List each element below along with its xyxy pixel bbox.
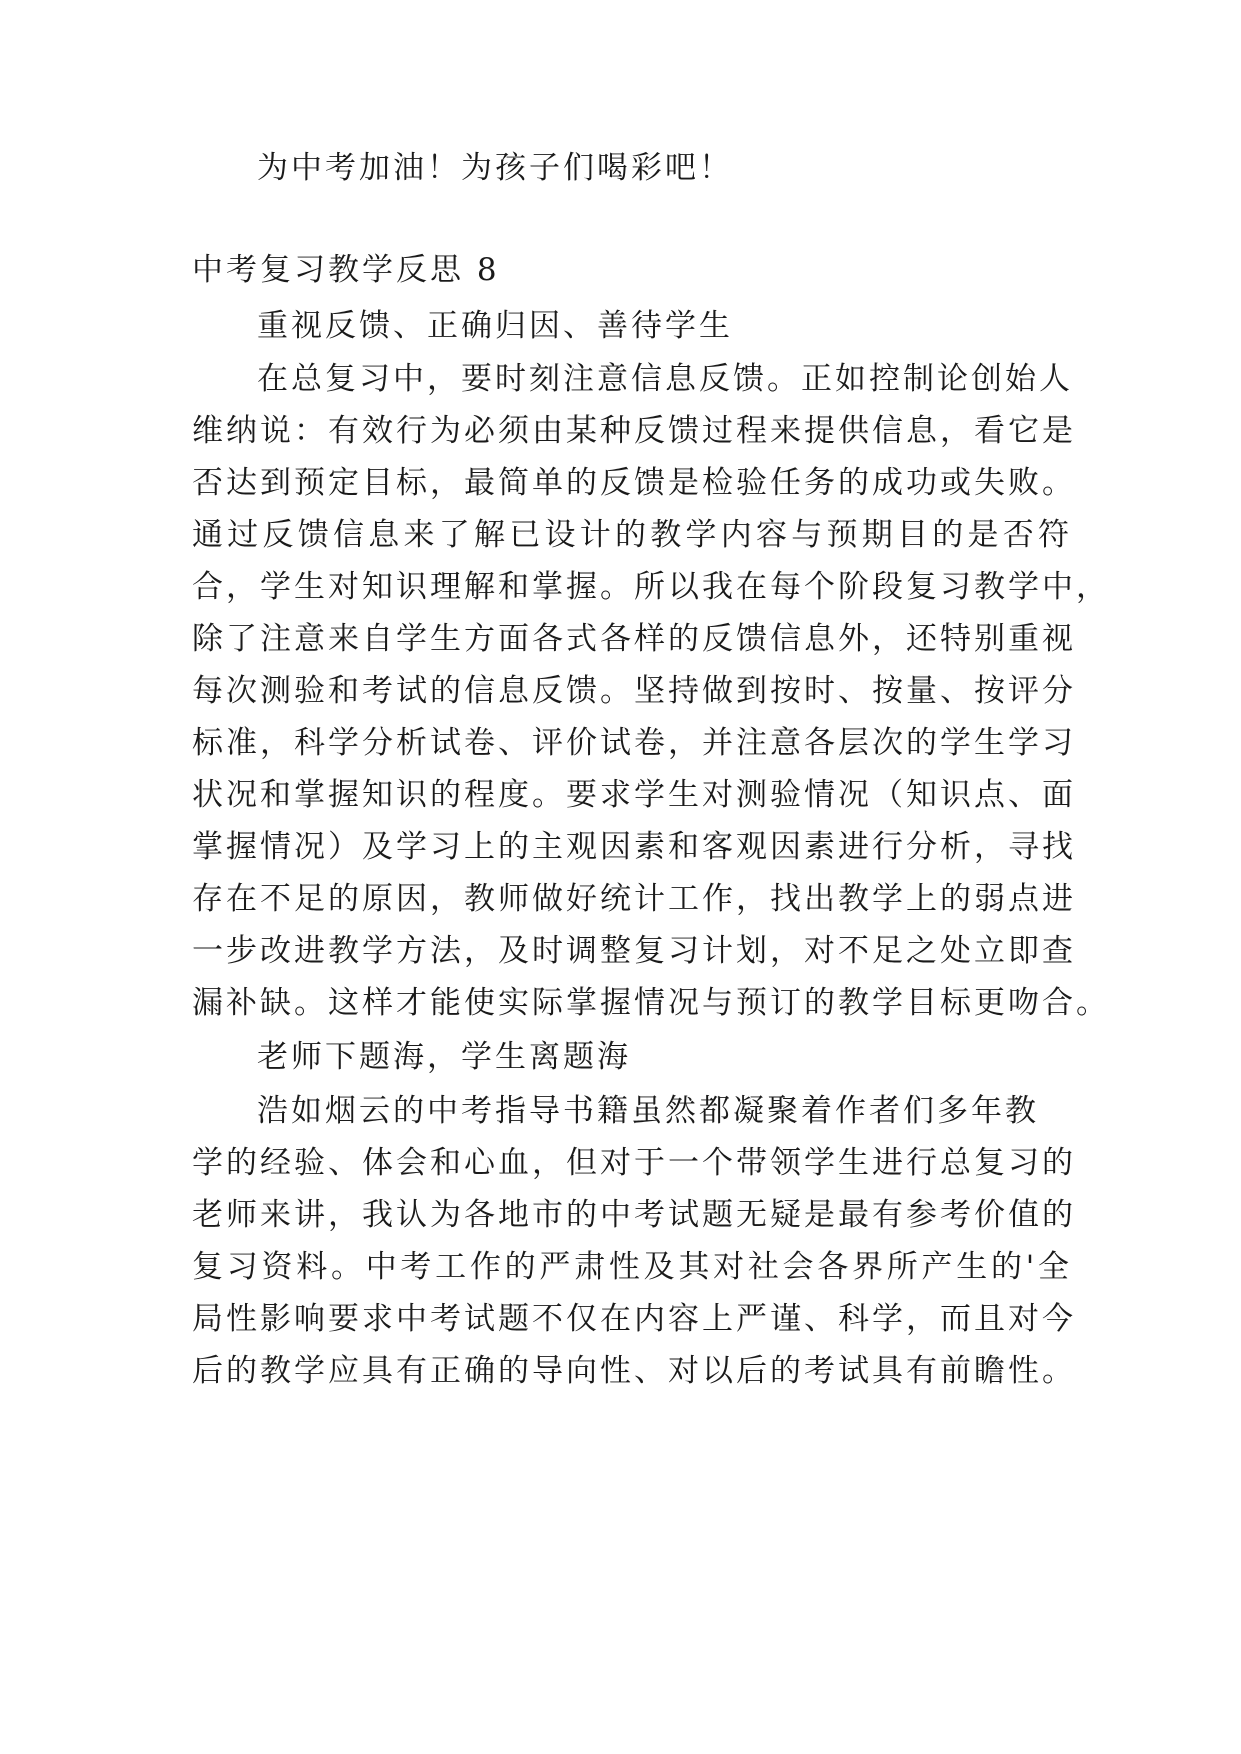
paragraph-line: 老师来讲，我认为各地市的中考试题无疑是最有参考价值的 <box>192 1197 1076 1233</box>
section-title: 中考复习教学反思 8 <box>192 252 500 288</box>
paragraph-line: 存在不足的原因，教师做好统计工作，找出教学上的弱点进 <box>192 881 1076 917</box>
paragraph-line: 浩如烟云的中考指导书籍虽然都凝聚着作者们多年教 <box>257 1093 1039 1129</box>
paragraph-line: 通过反馈信息来了解已设计的教学内容与预期目的是否符 <box>192 517 1072 553</box>
paragraph-line: 状况和掌握知识的程度。要求学生对测验情况（知识点、面 <box>192 777 1076 813</box>
paragraph-line: 除了注意来自学生方面各式各样的反馈信息外，还特别重视 <box>192 621 1076 657</box>
paragraph-line: 学的经验、体会和心血，但对于一个带领学生进行总复习的 <box>192 1145 1076 1181</box>
closing-line: 为中考加油！为孩子们喝彩吧！ <box>257 150 733 186</box>
part2-heading: 老师下题海，学生离题海 <box>257 1039 631 1075</box>
paragraph-line: 复习资料。中考工作的严肃性及其对社会各界所产生的'全 <box>192 1249 1072 1285</box>
paragraph-line: 否达到预定目标，最简单的反馈是检验任务的成功或失败。 <box>192 465 1076 501</box>
paragraph-line: 后的教学应具有正确的导向性、对以后的考试具有前瞻性。 <box>192 1353 1076 1389</box>
part1-heading: 重视反馈、正确归因、善待学生 <box>257 308 733 344</box>
paragraph-line: 一步改进教学方法，及时调整复习计划，对不足之处立即查 <box>192 933 1076 969</box>
paragraph-line: 维纳说：有效行为必须由某种反馈过程来提供信息，看它是 <box>192 413 1076 449</box>
paragraph-line: 局性影响要求中考试题不仅在内容上严谨、科学，而且对今 <box>192 1301 1076 1337</box>
paragraph-line: 每次测验和考试的信息反馈。坚持做到按时、按量、按评分 <box>192 673 1076 709</box>
paragraph-line: 掌握情况）及学习上的主观因素和客观因素进行分析，寻找 <box>192 829 1076 865</box>
paragraph-line: 漏补缺。这样才能使实际掌握情况与预订的教学目标更吻合。 <box>192 985 1110 1021</box>
paragraph-line: 在总复习中，要时刻注意信息反馈。正如控制论创始人 <box>257 361 1073 397</box>
paragraph-line: 标准，科学分析试卷、评价试卷，并注意各层次的学生学习 <box>192 725 1076 761</box>
paragraph-line: 合，学生对知识理解和掌握。所以我在每个阶段复习教学中， <box>192 569 1110 605</box>
